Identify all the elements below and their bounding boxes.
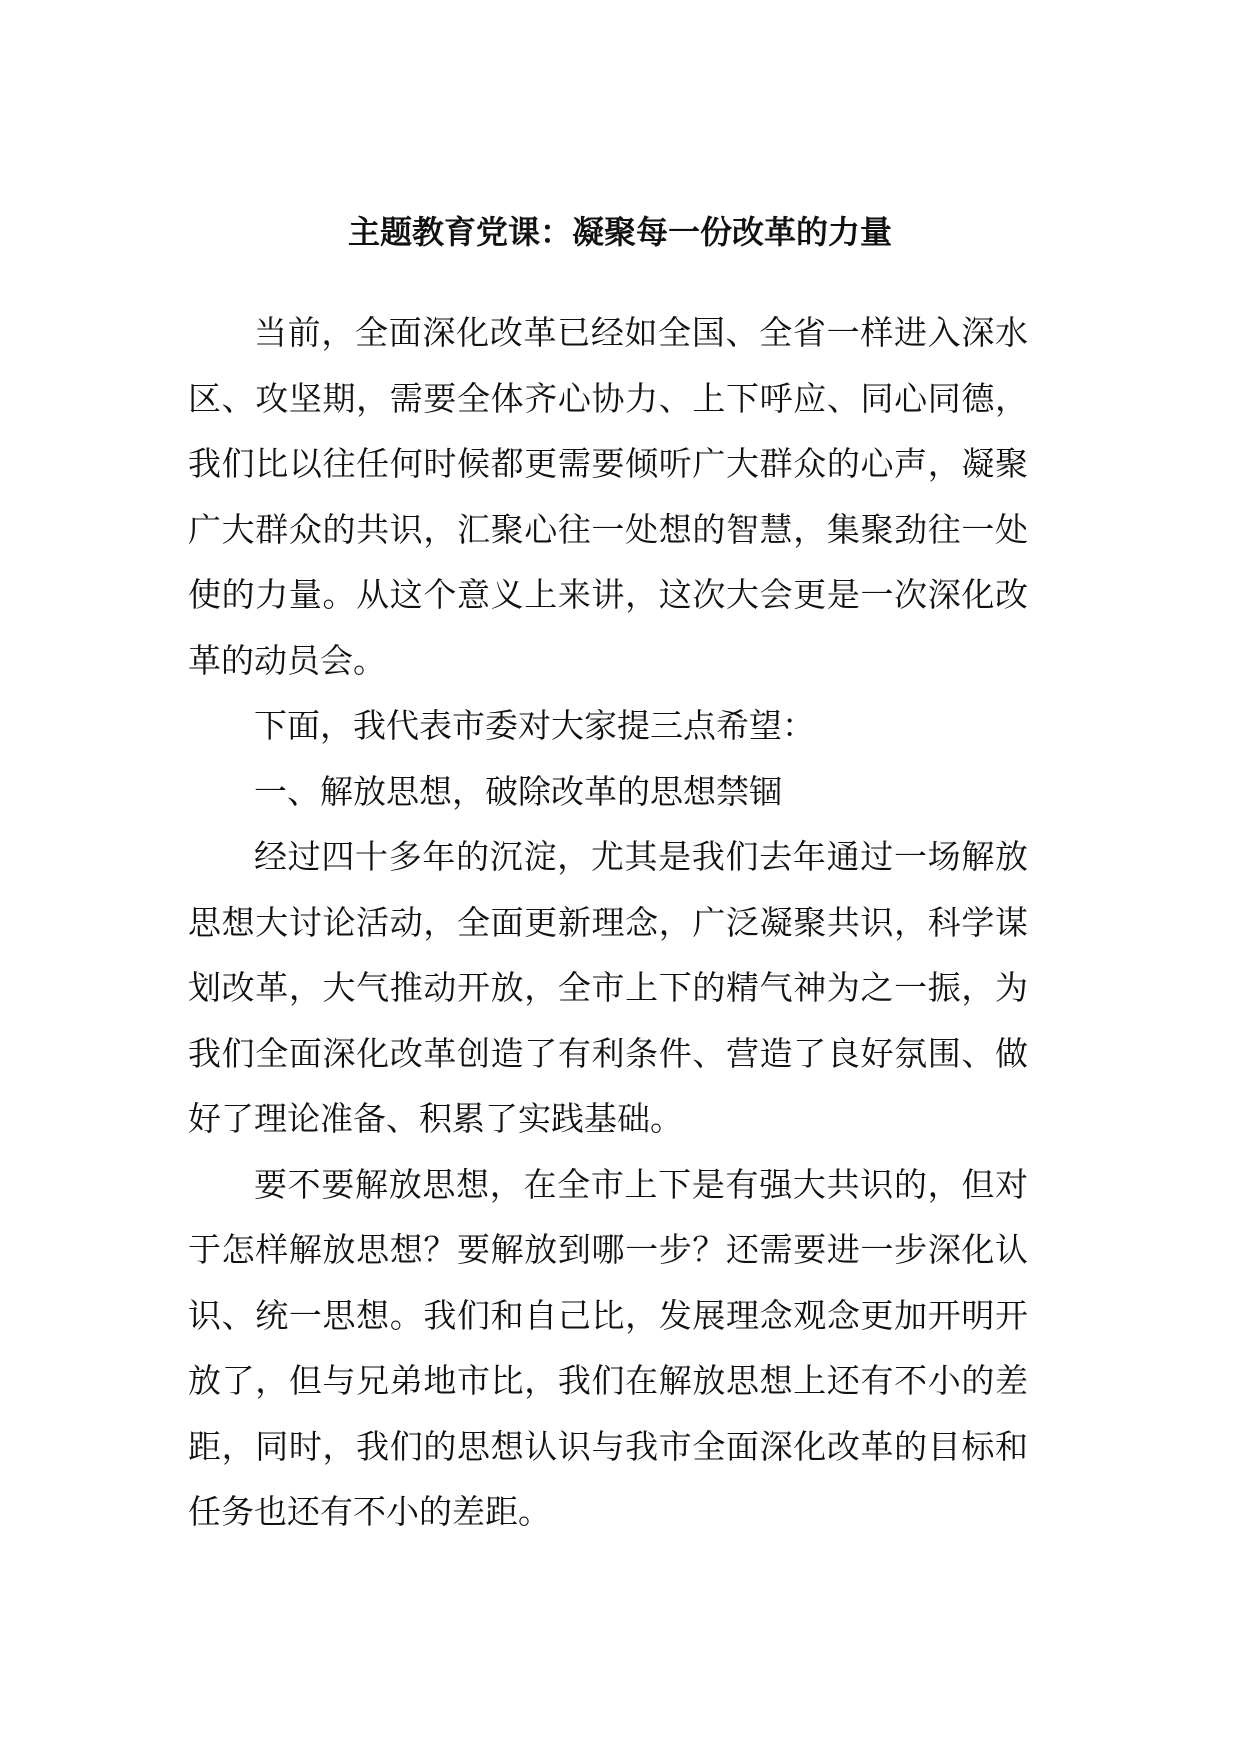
section-heading-1: 一、解放思想，破除改革的思想禁锢 (254, 771, 782, 811)
document-body (188, 300, 1028, 1545)
paragraph-background: 经过四十多年的沉淀，尤其是我们去年通过一场解放思想大讨论活动，全面更新理念，广泛凝聚共识，科学谋划改革，大气推动开放，全市上下的精气神为之一振，为我们全面深化改革创造了有利条件、营造了良好氛围、做好了理论准备、积累了实践基础。 (188, 837, 1028, 1138)
document-title: 主题教育党课：凝聚每一份改革的力量 (347, 213, 892, 251)
paragraph-hopes-intro: 下面，我代表市委对大家提三点希望： (254, 706, 815, 745)
paragraph-intro: 当前，全面深化改革已经如全国、全省一样进入深水区、攻坚期，需要全体齐心协力、上下呼应、同心同德，我们比以往任何时候都更需要倾听广大群众的心声，凝聚广大群众的共识，汇聚心往一处想的智慧，集聚劲往一处使的力量。从这个意义上来讲，这次大会更是一次深化改革的动员会。 (188, 313, 1028, 680)
paragraph-gap: 要不要解放思想，在全市上下是有强大共识的，但对于怎样解放思想？要解放到哪一步？还需要进一步深化认识、统一思想。我们和自己比，发展理念观念更加开明开放了，但与兄弟地市比，我们在解放思想上还有不小的差距，同时，我们的思想认识与我市全面深化改革的目标和任务也还有不小的差距。 (188, 1164, 1028, 1531)
